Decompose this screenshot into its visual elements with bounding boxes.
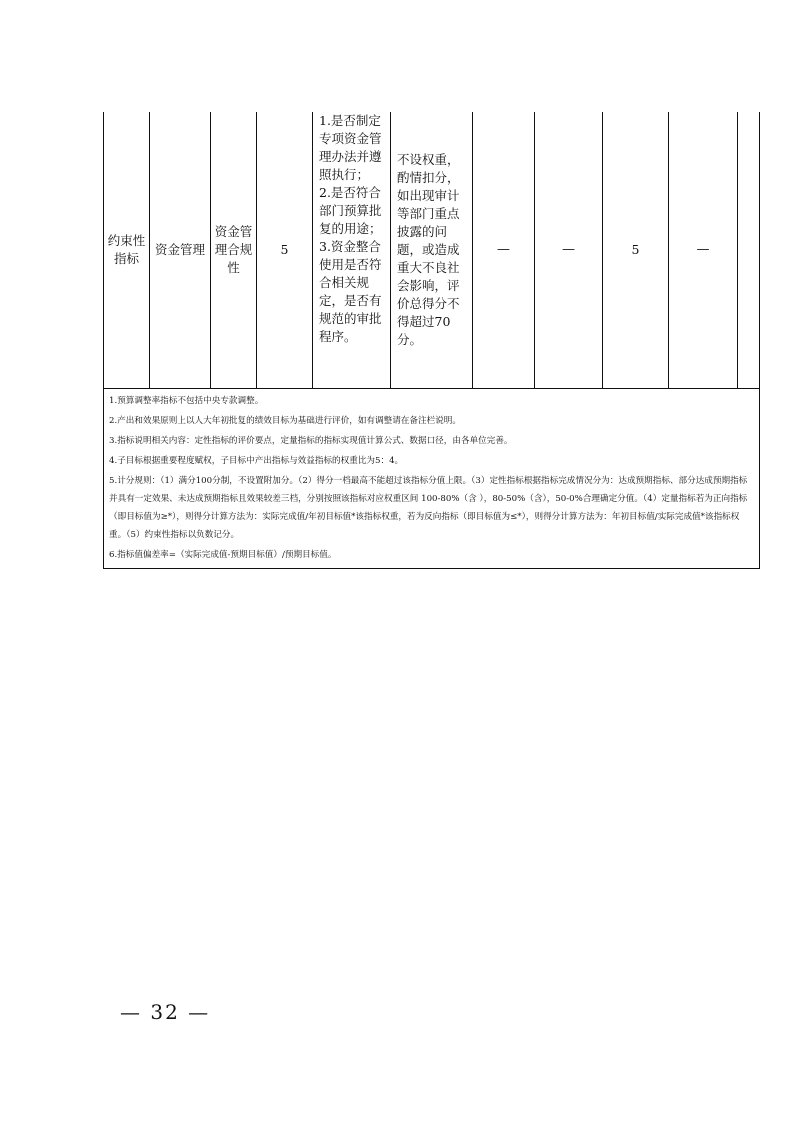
value-cell-5 (738, 112, 760, 388)
weight-cell: 5 (257, 112, 313, 388)
notes-cell (104, 388, 760, 568)
indicator-cell: 资金管理合规性 (211, 112, 257, 388)
note-4: 4.子目标根据重要程度赋权，子目标中产出指标与效益指标的权重比为5：4。 (109, 455, 404, 466)
description-line-2: 2.是否符合部门预算批复的用途； (319, 185, 382, 236)
description-cell (313, 112, 391, 388)
notes-row (104, 388, 760, 568)
value-cell-2: — (535, 112, 603, 388)
description-line-1: 1.是否制定专项资金管理办法并遵照执行； (319, 113, 382, 182)
category-cell: 约束性指标 (104, 112, 150, 388)
scoring-rule-cell: 不设权重，酌情扣分，如出现审计等部门重点披露的问题，或造成重大不良社会影响，评价总得分不得超过70分。 (391, 112, 473, 388)
note-1: 1.预算调整率指标不包括中央专款调整。 (109, 395, 264, 406)
table-row (104, 112, 760, 388)
sub-category-cell: 资金管理 (150, 112, 211, 388)
note-6: 6.指标值偏差率=（实际完成值-预期目标值）/预期目标值。 (109, 549, 337, 560)
page-number: — 32 — (120, 1000, 211, 1024)
description-line-3: 3.资金整合使用是否符合相关规定，是否有规范的审批程序。 (319, 239, 382, 344)
value-cell-1: — (473, 112, 535, 388)
value-cell-3: 5 (603, 112, 669, 388)
note-3: 3.指标说明相关内容：定性指标的评价要点，定量指标的指标实现值计算公式、数据口径，由各单位完善。 (109, 435, 513, 446)
note-5: 5.计分规则：（1）满分100分制，不设置附加分。（2）得分一档最高不能超过该指标分值上限。（3）定性指标根据指标完成情况分为：达成预期指标、部分达成预期指标并具有一定效果、未达成预期指标且效果较差三档，分别按照该指标对应权重区间 100-80%（含 ），80-50%（含），50-0%合理确定分值。（4）定量指标若为正向指标（即目标值为≥*），则得分计算方法为：实际完成值/年初目标值*该指标权重，若为反向指标（即目标值为≤*），则得分计算方法为：年初目标值/实际完成值*该指标权重。（5）约束性指标以负数记分。 (109, 475, 748, 540)
value-cell-4: — (669, 112, 738, 388)
evaluation-table (103, 112, 760, 569)
note-2: 2.产出和效果原则上以人大年初批复的绩效目标为基础进行评价，如有调整请在备注栏说明。 (109, 415, 461, 426)
